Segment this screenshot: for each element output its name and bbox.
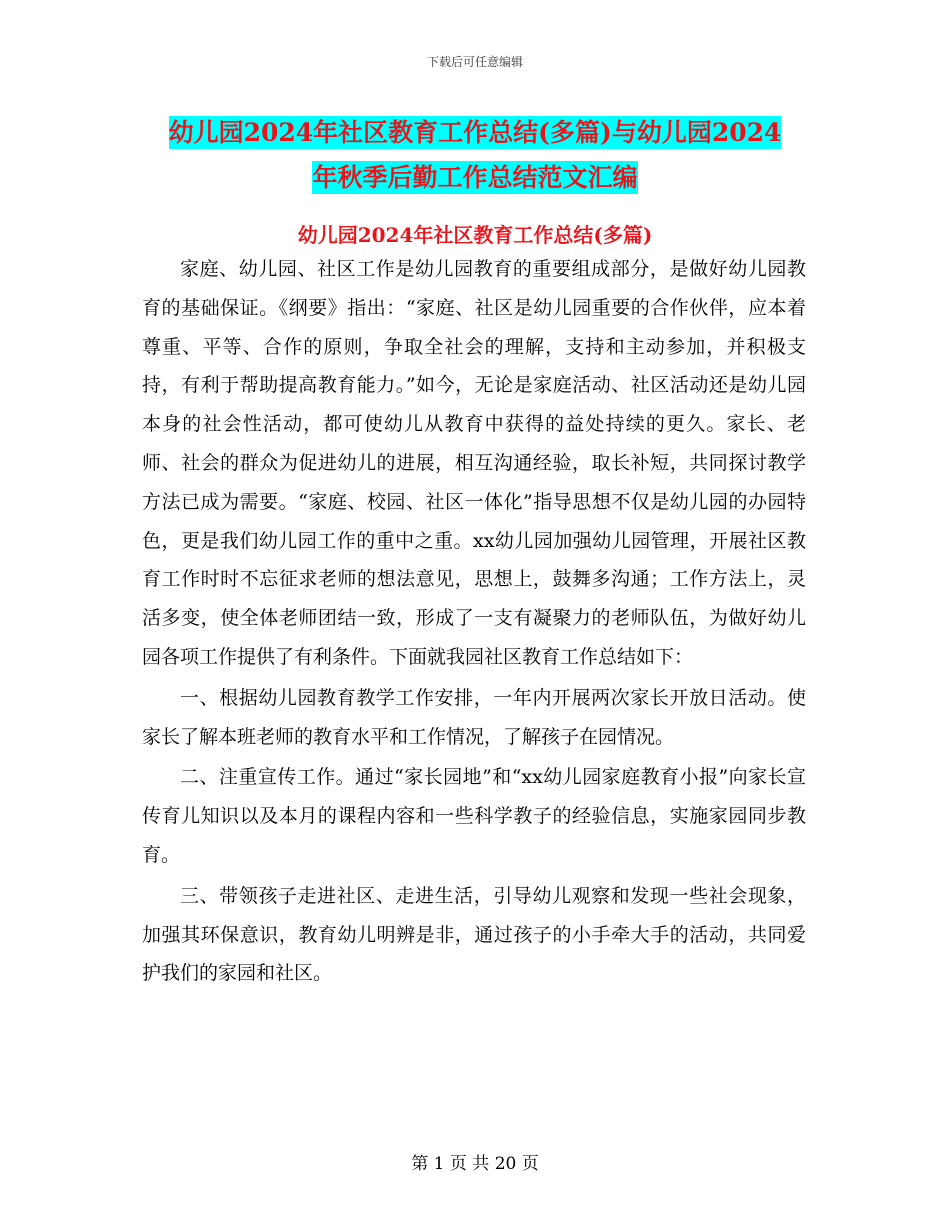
page-label-middle: 页 共 [449,1154,490,1174]
page-label-suffix: 页 [521,1154,539,1174]
document-title-line-2: 年秋季后勤工作总结范文汇编 [312,163,638,192]
paragraph-intro: 家庭、幼儿园、社区工作是幼儿园教育的重要组成部分，是做好幼儿园教育的基础保证。《纲要》指出：“家庭、社区是幼儿园重要的合作伙伴，应本着尊重、平等、合作的原则，争取全社会的理解，支持和主动参加，并积极支持，有利于帮助提高教育能力。”如今，无论是家庭活动、社区活动还是幼儿园本身的社会性活动，都可使幼儿从教育中获得的益处持续的更久。家长、老师、社会的群众为促进幼儿的进展，相互沟通经验，取长补短，共同探讨教学方法已成为需要。“家庭、校园、社区一体化”指导思想不仅是幼儿园的办园特色，更是我们幼儿园工作的重中之重。xx幼儿园加强幼儿园管理，开展社区教育工作时时不忘征求老师的想法意见，思想上，鼓舞多沟通；工作方法上，灵活多变，使全体老师团结一致，形成了一支有凝聚力的老师队伍，为做好幼儿园各项工作提供了有利条件。下面就我园社区教育工作总结如下： [142,258,806,668]
paragraph-item-2: 二、注重宣传工作。通过“家长园地”和“xx幼儿园家庭教育小报”向家长宣传育儿知识以及本月的课程内容和一些科学教子的经验信息，实施家园同步教育。 [142,766,806,866]
paragraph-item-1: 一、根据幼儿园教育教学工作安排，一年内开展两次家长开放日活动。使家长了解本班老师的教育水平和工作情况，了解孩子在园情况。 [142,686,806,748]
page-number: 1 [433,1154,445,1174]
page-label-prefix: 第 [411,1154,429,1174]
total-pages: 20 [494,1154,517,1174]
page-footer [0,1152,950,1176]
document-title [140,110,810,200]
page-header-note: 下载后可任意编辑 [426,55,523,69]
document-body [142,250,806,993]
paragraph-item-3: 三、带领孩子走进社区、走进生活，引导幼儿观察和发现一些社会现象，加强其环保意识，教育幼儿明辨是非，通过孩子的小手牵大手的活动，共同爱护我们的家园和社区。 [142,884,806,985]
section-title: 幼儿园2024年社区教育工作总结(多篇) [297,223,653,247]
document-title-line-1: 幼儿园2024年社区教育工作总结(多篇)与幼儿园2024 [168,118,782,147]
